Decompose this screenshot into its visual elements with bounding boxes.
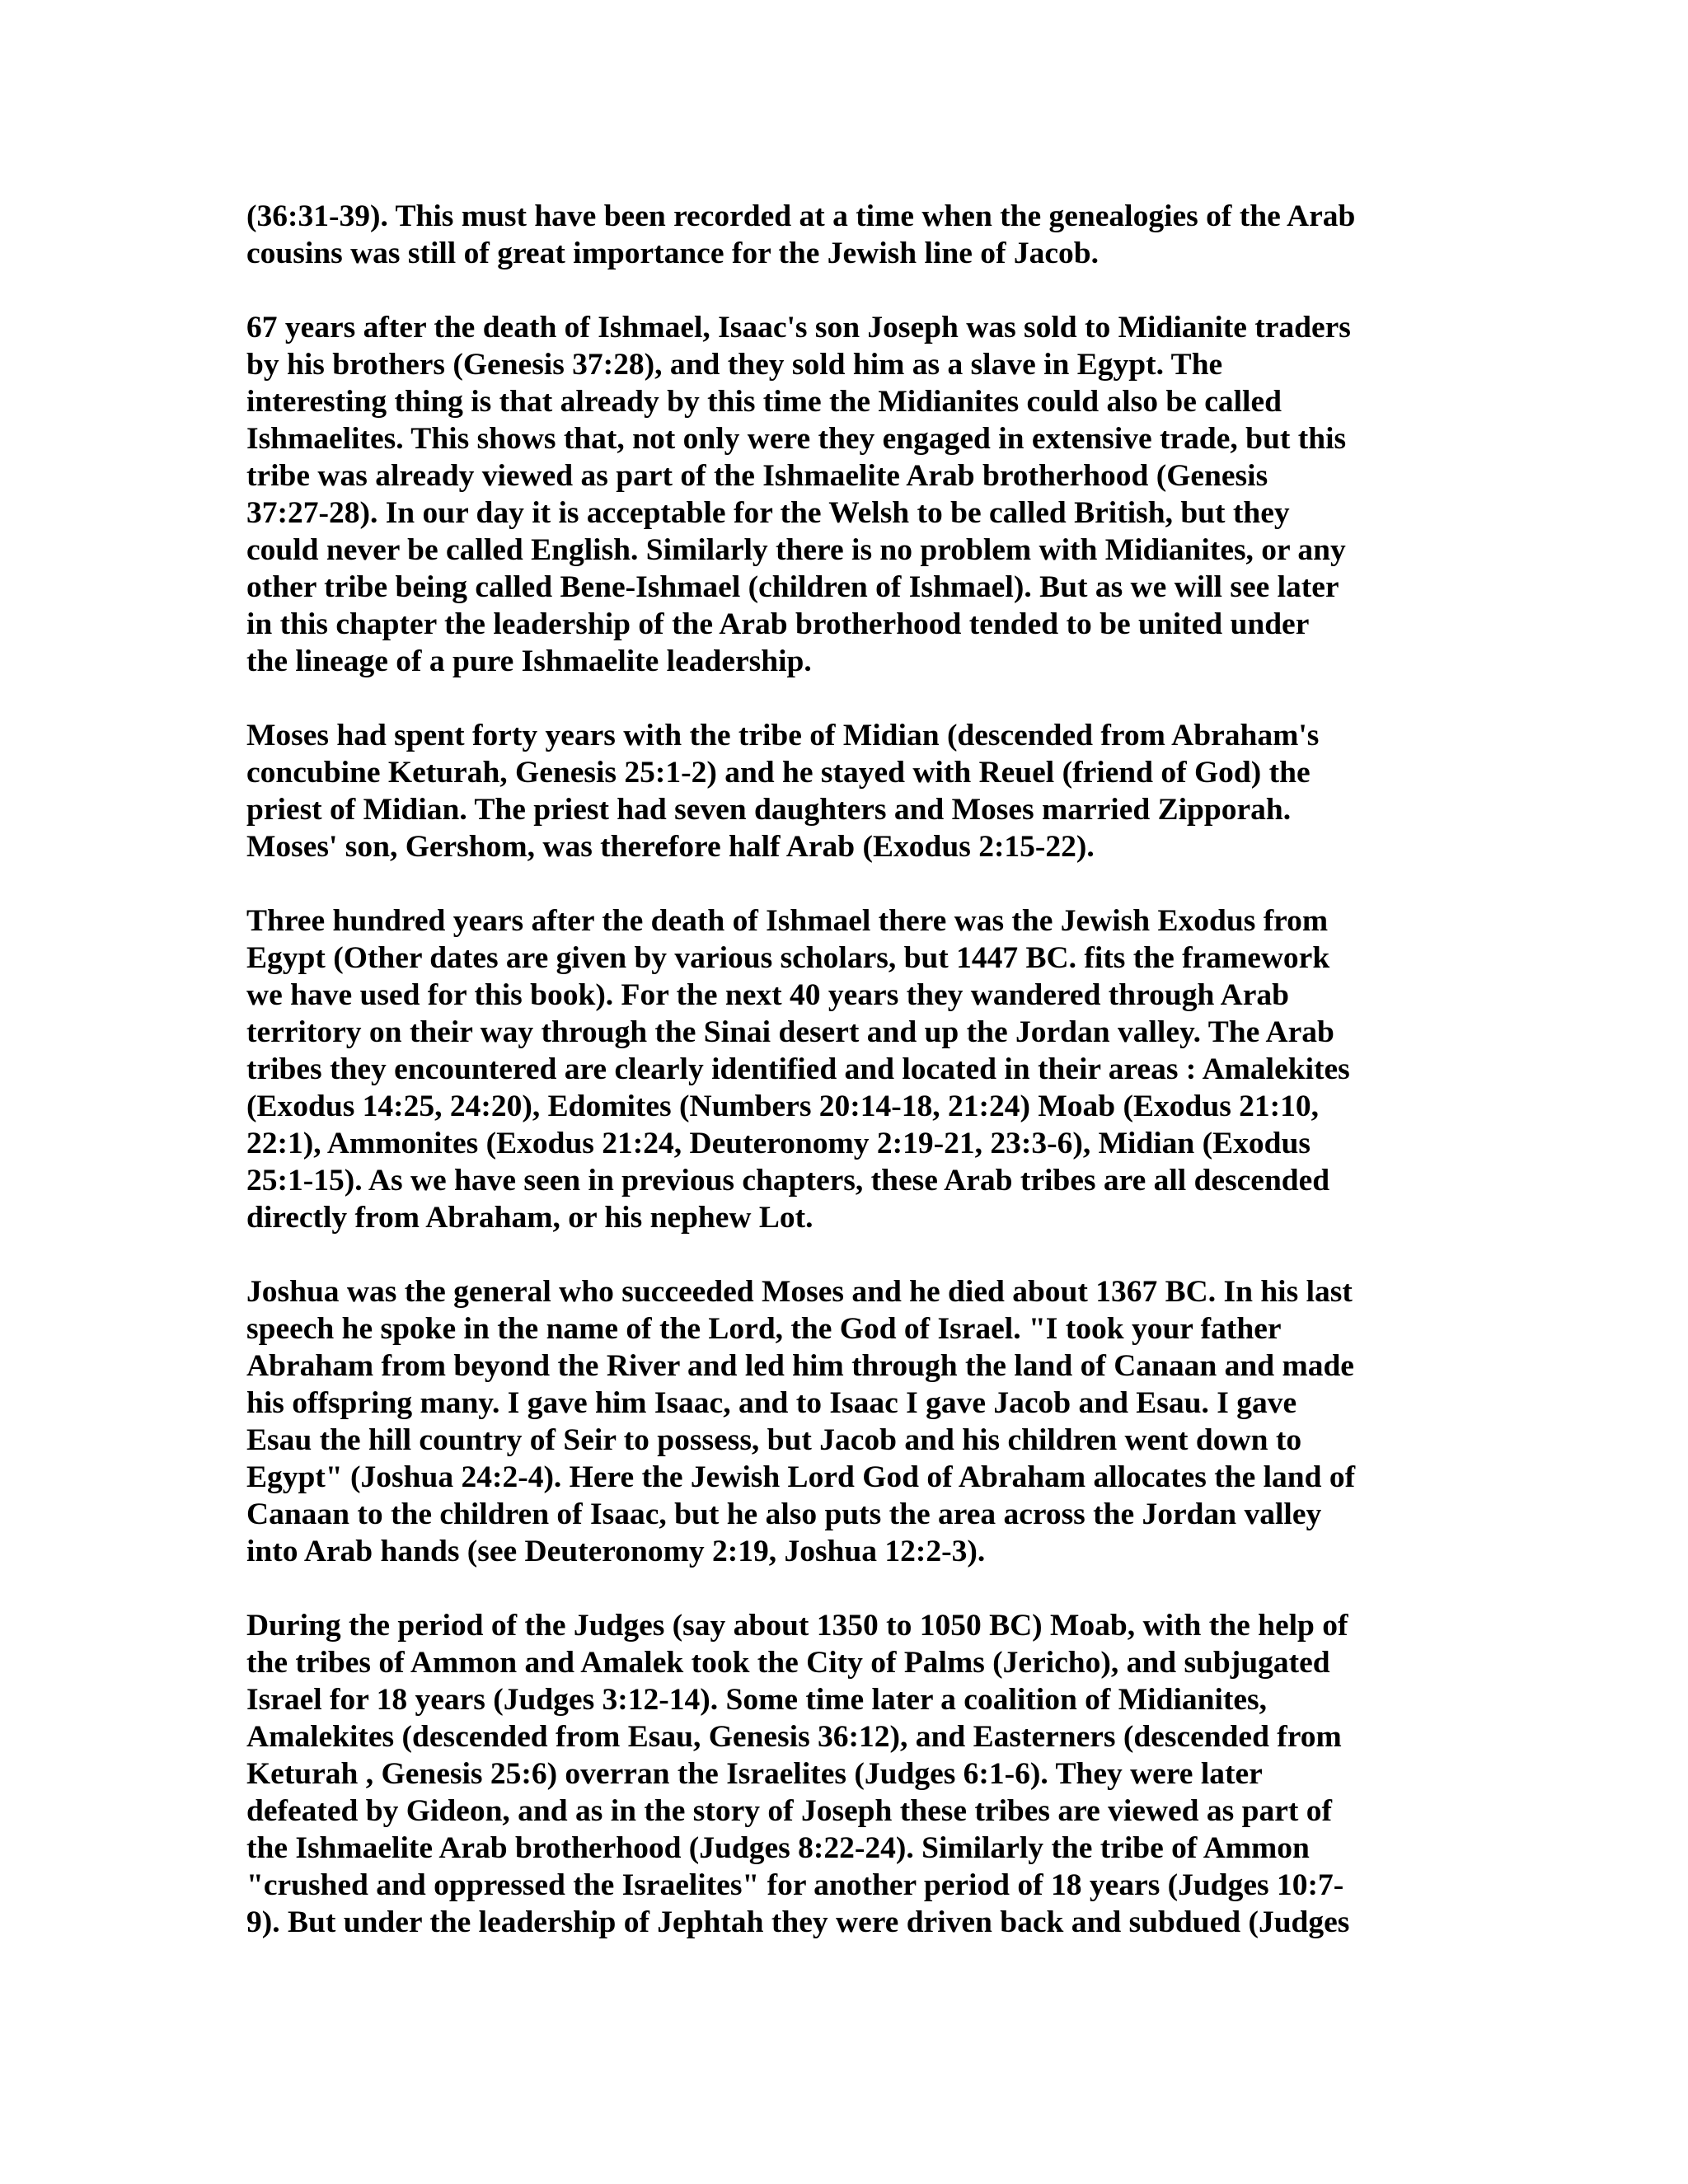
paragraph-3 (246, 717, 1443, 865)
text-line: we have used for this book). For the next 40 years they wandered through Arab (246, 978, 1289, 1012)
text-line: Egypt (Other dates are given by various scholars, but 1447 BC. fits the framework (246, 941, 1330, 975)
text-line: "crushed and oppressed the Israelites" for another period of 18 years (Judges 10:7- (246, 1868, 1344, 1902)
text-line: 22:1), Ammonites (Exodus 21:24, Deuteronomy 2:19-21, 23:3-6), Midian (Exodus (246, 1127, 1311, 1160)
text-line: Israel for 18 years (Judges 3:12-14). Some time later a coalition of Midianites, (246, 1683, 1267, 1717)
text-line: defeated by Gideon, and as in the story of Joseph these tribes are viewed as part of (246, 1794, 1332, 1828)
text-line: tribe was already viewed as part of the Ishmaelite Arab brotherhood (Genesis (246, 459, 1268, 493)
text-line: Esau the hill country of Seir to possess, but Jacob and his children went down to (246, 1423, 1302, 1457)
text-line: other tribe being called Bene-Ishmael (children of Ishmael). But as we will see later (246, 570, 1339, 604)
text-line: 9). But under the leadership of Jephtah they were driven back and subdued (Judges (246, 1905, 1350, 1939)
text-line: interesting thing is that already by this time the Midianites could also be called (246, 385, 1282, 419)
text-line: priest of Midian. The priest had seven daughters and Moses married Zipporah. (246, 793, 1292, 827)
text-line: 25:1-15). As we have seen in previous chapters, these Arab tribes are all descended (246, 1164, 1330, 1197)
body-text (246, 198, 1443, 1978)
text-line: concubine Keturah, Genesis 25:1-2) and he stayed with Reuel (friend of God) the (246, 756, 1311, 790)
text-line: in this chapter the leadership of the Arab brotherhood tended to be united under (246, 607, 1310, 641)
text-line: Ishmaelites. This shows that, not only were they engaged in extensive trade, but this (246, 422, 1347, 456)
text-line: 37:27-28). In our day it is acceptable for the Welsh to be called British, but they (246, 496, 1290, 530)
paragraph-5 (246, 1273, 1443, 1570)
text-line: (36:31-39). This must have been recorded at a time when the genealogies of the Arab (246, 199, 1356, 233)
text-line: Keturah , Genesis 25:6) overran the Israelites (Judges 6:1-6). They were later (246, 1757, 1263, 1791)
paragraph-6 (246, 1607, 1443, 1941)
paragraph-2 (246, 309, 1443, 680)
text-line: tribes they encountered are clearly identified and located in their areas : Amalekites (246, 1052, 1350, 1086)
text-line: cousins was still of great importance for the Jewish line of Jacob. (246, 237, 1099, 270)
text-line: the lineage of a pure Ishmaelite leadership. (246, 644, 812, 678)
text-line: his offspring many. I gave him Isaac, and to Isaac I gave Jacob and Esau. I gave (246, 1386, 1297, 1420)
text-line: Moses had spent forty years with the tribe of Midian (descended from Abraham's (246, 719, 1320, 752)
text-line: into Arab hands (see Deuteronomy 2:19, Joshua 12:2-3). (246, 1535, 986, 1568)
text-line: the Ishmaelite Arab brotherhood (Judges 8:22-24). Similarly the tribe of Ammon (246, 1831, 1310, 1865)
text-line: by his brothers (Genesis 37:28), and they sold him as a slave in Egypt. The (246, 348, 1223, 382)
paragraph-4 (246, 902, 1443, 1236)
text-line: could never be called English. Similarly there is no problem with Midianites, or any (246, 533, 1346, 567)
text-line: the tribes of Ammon and Amalek took the City of Palms (Jericho), and subjugated (246, 1646, 1330, 1680)
text-line: (Exodus 14:25, 24:20), Edomites (Numbers 20:14-18, 21:24) Moab (Exodus 21:10, (246, 1090, 1320, 1123)
text-line: Three hundred years after the death of Ishmael there was the Jewish Exodus from (246, 904, 1329, 938)
text-line: 67 years after the death of Ishmael, Isaac's son Joseph was sold to Midianite traders (246, 311, 1351, 344)
text-line: Joshua was the general who succeeded Moses and he died about 1367 BC. In his last (246, 1275, 1353, 1309)
text-line: Abraham from beyond the River and led him through the land of Canaan and made (246, 1349, 1354, 1383)
text-line: speech he spoke in the name of the Lord, the God of Israel. "I took your father (246, 1312, 1282, 1346)
text-line: Egypt" (Joshua 24:2-4). Here the Jewish Lord God of Abraham allocates the land of (246, 1460, 1356, 1494)
text-line: Moses' son, Gershom, was therefore half Arab (Exodus 2:15-22). (246, 830, 1095, 864)
text-line: territory on their way through the Sinai desert and up the Jordan valley. The Arab (246, 1015, 1334, 1049)
text-line: directly from Abraham, or his nephew Lot. (246, 1201, 814, 1235)
text-line: Canaan to the children of Isaac, but he also puts the area across the Jordan valley (246, 1497, 1322, 1531)
paragraph-1 (246, 198, 1443, 272)
text-line: Amalekites (descended from Esau, Genesis 36:12), and Easterners (descended from (246, 1720, 1342, 1754)
text-line: During the period of the Judges (say about 1350 to 1050 BC) Moab, with the help of (246, 1609, 1348, 1643)
